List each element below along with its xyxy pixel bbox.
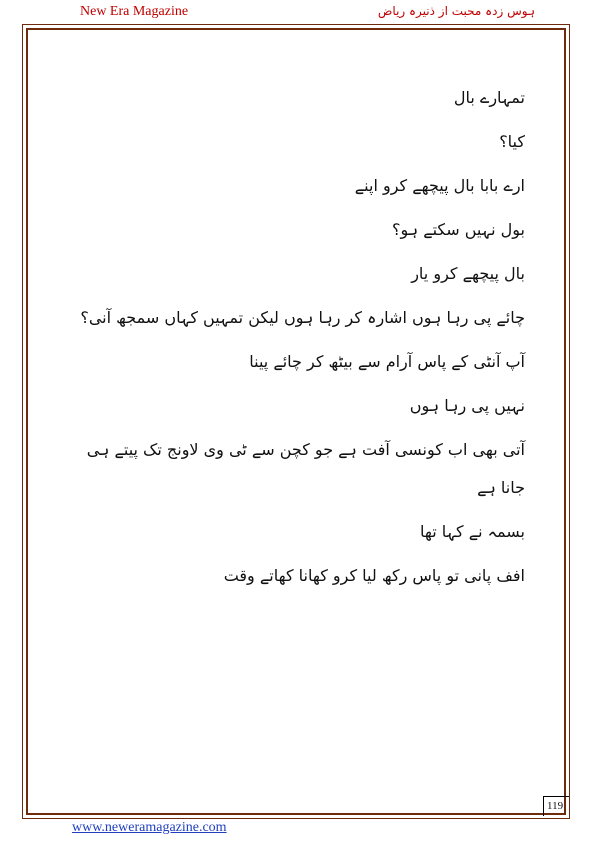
- text-line: بول نہیں سکتے ہو؟: [391, 220, 525, 239]
- text-line: بسمہ نے کہا تھا: [419, 522, 525, 541]
- website-link[interactable]: www.neweramagazine.com: [72, 820, 227, 835]
- novel-title: ہوس زدہ محبت از ذنیرہ ریاض: [377, 4, 535, 18]
- magazine-name: New Era Magazine: [80, 4, 189, 19]
- page-number: 119: [543, 796, 569, 816]
- text-line: چائے پی رہا ہوں اشارہ کر رہا ہوں لیکن تمہیں کہاں سمجھ آنی؟: [80, 308, 525, 327]
- text-line: تمہارے بال: [453, 88, 525, 107]
- text-line: کیا؟: [499, 132, 525, 151]
- text-line: نہیں پی رہا ہوں: [409, 396, 525, 415]
- story-text: [70, 80, 525, 602]
- text-line: جانا ہے: [477, 478, 525, 497]
- text-line: افف پانی تو پاس رکھ لیا کرو کھانا کھاتے وقت: [223, 566, 525, 585]
- text-line: بال پیچھے کرو یار: [411, 264, 525, 283]
- text-line: ارے بابا بال پیچھے کرو اپنے: [354, 176, 525, 195]
- text-line: آپ آنٹی کے پاس آرام سے بیٹھ کر چائے پینا: [249, 352, 525, 371]
- text-line: آتی بھی اب کونسی آفت ہے جو کچن سے ٹی وی لاونج تک پیتے ہی: [86, 440, 525, 459]
